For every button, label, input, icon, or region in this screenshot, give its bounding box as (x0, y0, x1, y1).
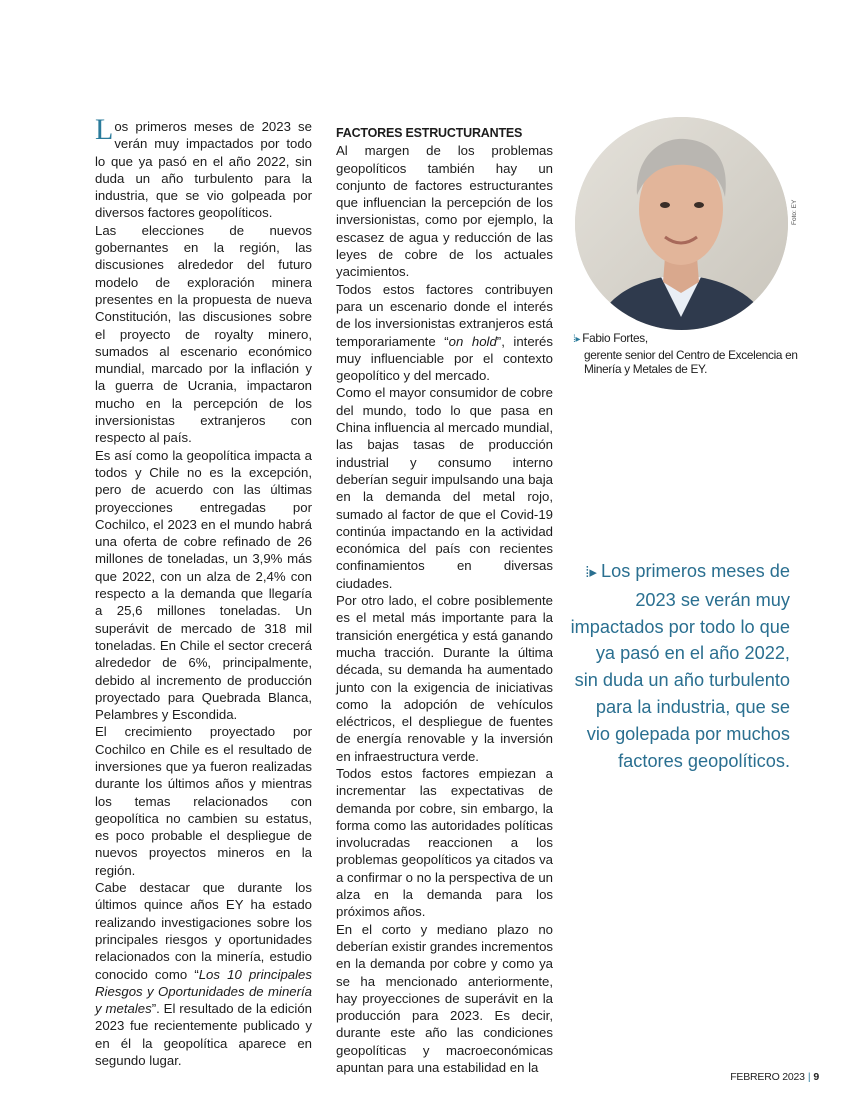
paragraph: Es así como la geopolítica impacta a todos y Chile no es la excepción, pero de acuerdo con las últimas proyecciones entregadas por Cochilco, el 2023 en el mundo habrá una oferta de cobre refinado de 26 millones de toneladas, un 3,9% más que 2022, con un alza de 2,4% con respecto a la demanda que llegaría a 25,6 millones toneladas. Un superávit de mercado de 318 mil toneladas. En Chile el sector crecerá alrededor de 6%, principalmente, debido al incremento de producción proyectado para Quebrada Blanca, Pelambres y Escondida. (95, 447, 312, 723)
photo-credit: Foto: EY (791, 199, 798, 225)
bullet-dots-icon: ⁞▸ (573, 334, 581, 345)
intro-paragraph: Los primeros meses de 2023 se verán muy impactados por todo lo que ya pasó en el año 2022, sin duda un año turbulento para la industria, que se vio golpeada por diversos factores geopolíticos. (95, 113, 312, 221)
portrait-photo (575, 117, 788, 330)
page-number: 9 (813, 1071, 819, 1083)
study-title: Los 10 principales Riesgos y Oportunidades de minería y metales (95, 966, 312, 1017)
footer-separator: | (807, 1071, 811, 1083)
photo-caption (573, 331, 803, 377)
pull-quote (568, 558, 790, 774)
quote-dots-icon: ⁞▸ (585, 564, 597, 581)
section-heading: FACTORES ESTRUCTURANTES (336, 126, 523, 140)
paragraph: Por otro lado, el cobre posiblemente es el metal más importante para la transición energética y está ganando mucha tracción. Durante la última década, su demanda ha aumentado junto con la exigencia de iniciativas como la adopción de vehículos eléctricos, el despliegue de fuentes de energía renovable y la inversión en infraestructura verde. (336, 593, 553, 764)
portrait-illustration (575, 117, 788, 330)
paragraph: Cabe destacar que durante los últimos quince años EY ha estado realizando investigaciones sobre los principales riesgos y oportunidades relacionados con la minería, estudio conocido como “Los 10 principales Riesgos y Oportunidades de minería y metales”. El resultado de la edición 2023 fue recientemente publicado y en él la geopolítica aparece en segundo lugar. (95, 880, 312, 1069)
paragraph: Las elecciones de nuevos gobernantes en la región, las discusiones alrededor del futuro modelo de exploración minera presentes en la propuesta de nueva Constitución, las discusiones sobre el proyecto de royalty minero, sumados al escenario económico mundial, marcado por la inflación y la guerra de Ucrania, impactaron mucho en la percepción de los inversionistas extranjeros con respecto al país. (95, 222, 312, 446)
issue-label: FEBRERO 2023 (730, 1071, 805, 1083)
paragraph: Todos estos factores empiezan a incrementar las expectativas de demanda por cobre, sin embargo, la forma como las autoridades políticas involucradas reaccionen a los problemas geopolíticos ya citados va a confirmar o no la perspectiva de un alza en la demanda para los próximos años. (336, 765, 553, 920)
article-column-2 (336, 125, 553, 1076)
pull-quote-text: Los primeros meses de 2023 se verán muy impactados por todo lo que ya pasó en el año 2022, sin duda un año turbulento para la industria, que se vio golepada por muchos factores geopolíticos. (570, 561, 790, 771)
drop-cap: L (95, 113, 114, 146)
caption-name: Fabio Fortes, (582, 331, 648, 345)
page-footer (730, 1071, 819, 1083)
paragraph: Como el mayor consumidor de cobre del mundo, todo lo que pasa en China influencia al mercado mundial, las bajas tasas de producción industrial y consumo interno deberían seguir impulsando una baja en la demanda del metal rojo, sumado al factor de que el Covid-19 continúa impactando en la actividad económica del país con recientes confinamientos en diversas ciudades. (336, 385, 554, 591)
caption-role: gerente senior del Centro de Excelencia en Minería y Metales de EY. (584, 347, 798, 376)
paragraph: Al margen de los problemas geopolíticos también hay un conjunto de factores estructurantes que influencian la percepción de los inversionistas, como por ejemplo, la escasez de agua y reducción de las leyes de cobre de los actuales yacimientos. (336, 143, 553, 280)
article-column-1 (95, 113, 312, 1069)
emphasis-text: on hold (448, 333, 497, 349)
paragraph: El crecimiento proyectado por Cochilco en Chile es el resultado de inversiones que ya fueron realizadas durante los últimos años y mientras los temas relacionados con geopolítica no cambien su estatus, es poco probable el despliegue de nuevos proyectos mineros en la región. (95, 724, 312, 878)
paragraph: En el corto y mediano plazo no deberían existir grandes incrementos en la demanda por cobre y como ya se ha mencionado anteriormente, hay proyecciones de superávit en la producción para 2023. Es decir, durante este año las condiciones geopolíticas y macroeconómicas apuntan para una estabilidad en la (336, 921, 553, 1076)
paragraph: Todos estos factores contribuyen para un escenario donde el interés de los inversionistas extranjeros está temporariamente “on hold”, interés muy influenciable por el contexto geopolítico y del mercado. (336, 281, 553, 384)
